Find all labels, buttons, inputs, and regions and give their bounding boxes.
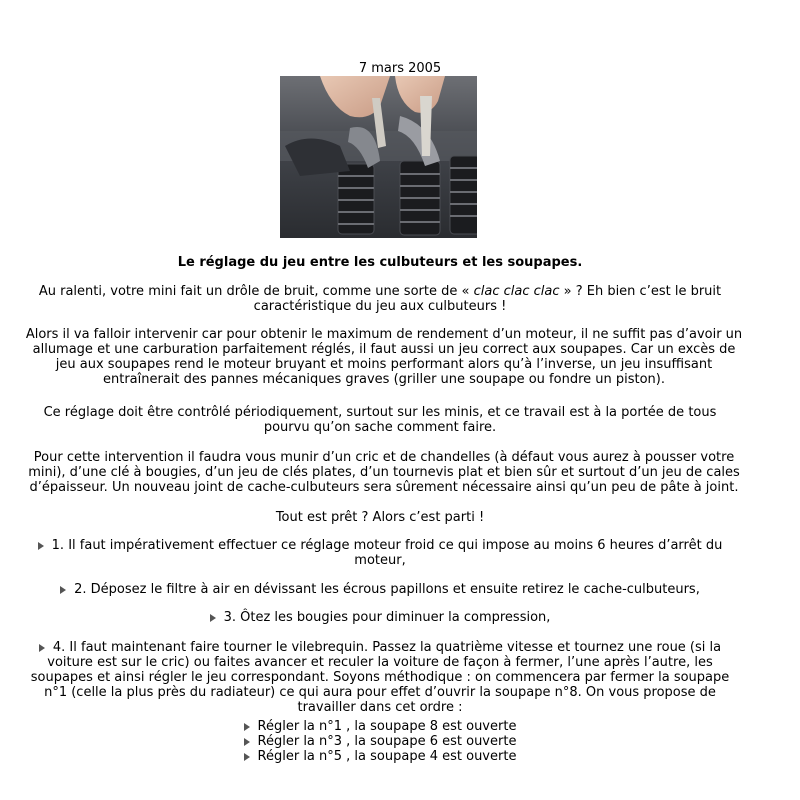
triangle-bullet-icon — [210, 614, 216, 622]
paragraph-line: d’épaisseur. Un nouveau joint de cache-culbuteurs sera sûrement nécessaire ainsi qu’un peu de pâte à joint. — [29, 480, 739, 495]
paragraph-line: entraînerait des pannes mécaniques graves (griller une soupape ou fondre un piston). — [102, 372, 665, 387]
paragraph-line: jeu aux soupapes rend le moteur bruyant et moins performant alors qu’à l’inverse, un jeu insuffisant — [55, 357, 713, 372]
ready-line: Tout est prêt ? Alors c’est parti ! — [275, 510, 485, 525]
step-4-line-4: n°1 (celle la plus près du radiateur) ce qui aura pour effet d’ouvrir la soupape n°8. On vous propose de — [44, 685, 716, 700]
triangle-bullet-icon — [38, 542, 44, 550]
step-3 — [0, 610, 760, 625]
intro-text-italic: clac clac clac — [473, 284, 560, 299]
intro-paragraph — [0, 284, 760, 314]
step-4-line-1 — [0, 640, 760, 655]
paragraph-line: Pour cette intervention il faudra vous munir d’un cric et de chandelles (à défaut vous aurez à pousser votre — [33, 450, 735, 465]
step-4-text: 4. Il faut maintenant faire tourner le vilebrequin. Passez la quatrième vitesse et tournez une roue (si la — [52, 640, 722, 655]
step-2-text: 2. Déposez le filtre à air en dévissant les écrous papillons et ensuite retirez le cache-culbuteurs, — [74, 582, 700, 597]
engine-valves-photo — [280, 76, 477, 238]
article-title: Le réglage du jeu entre les culbuteurs et les soupapes. — [177, 255, 583, 270]
step-4-line-2: voiture est sur le cric) ou faites avancer et reculer la voiture de façon à fermer, l’une après l’autre, les — [47, 655, 713, 670]
paragraph-line: Alors il va falloir intervenir car pour obtenir le maximum de rendement d’un moteur, il ne suffit pas d’avoir un — [25, 327, 743, 342]
paragraph-line: pourvu qu’on sache comment faire. — [263, 420, 497, 435]
list-item-text: Régler la n°3 , la soupape 6 est ouverte — [257, 734, 517, 749]
step-1-line-2: moteur, — [354, 553, 406, 568]
list-item-text: Régler la n°1 , la soupape 8 est ouverte — [257, 719, 517, 734]
intro-text-start: Au ralenti, votre mini fait un drôle de bruit, comme une sorte de « — [38, 284, 474, 299]
paragraph-line: mini), d’une clé à bougies, d’un jeu de clés plates, d’un tournevis plat et bien sûr et surtout d’un jeu de cales — [28, 465, 740, 480]
step-1-text: 1. Il faut impérativement effectuer ce réglage moteur froid ce qui impose au moins 6 heures d’arrêt du — [51, 538, 723, 553]
step-4-line-5: travailler dans cet ordre : — [297, 700, 463, 715]
step-3-text: 3. Ôtez les bougies pour diminuer la compression, — [223, 610, 551, 625]
step-1 — [0, 538, 760, 568]
paragraph-line: allumage et une carburation parfaitement réglés, il faut aussi un jeu correct aux soupapes. Car un excès de — [32, 342, 736, 357]
step-1-line-1 — [0, 538, 760, 553]
step-4-line-3: soupapes et ainsi régler le jeu correspondant. Soyons méthodique : on commencera par fermer la soupape — [30, 670, 730, 685]
step-4 — [0, 640, 760, 715]
triangle-bullet-icon — [244, 738, 250, 746]
intro-line-2: caractéristique du jeu aux culbuteurs ! — [253, 299, 507, 314]
paragraph-controle — [0, 405, 760, 435]
valve-order-list — [0, 719, 760, 764]
step-2 — [0, 582, 760, 597]
list-item — [0, 749, 760, 764]
list-item — [0, 734, 760, 749]
triangle-bullet-icon — [244, 753, 250, 761]
triangle-bullet-icon — [60, 586, 66, 594]
intro-text-end: » ? Eh bien c’est le bruit — [559, 284, 722, 299]
paragraph-rendement — [0, 327, 774, 387]
paragraph-outillage — [0, 450, 774, 495]
paragraph-line: Ce réglage doit être contrôlé périodiquement, surtout sur les minis, et ce travail est à la portée de tous — [43, 405, 717, 420]
triangle-bullet-icon — [39, 644, 45, 652]
triangle-bullet-icon — [244, 723, 250, 731]
photo-illustration — [280, 76, 477, 238]
list-item-text: Régler la n°5 , la soupape 4 est ouverte — [257, 749, 517, 764]
list-item — [0, 719, 760, 734]
intro-line-1 — [0, 284, 760, 299]
article-date: 7 mars 2005 — [358, 61, 442, 76]
